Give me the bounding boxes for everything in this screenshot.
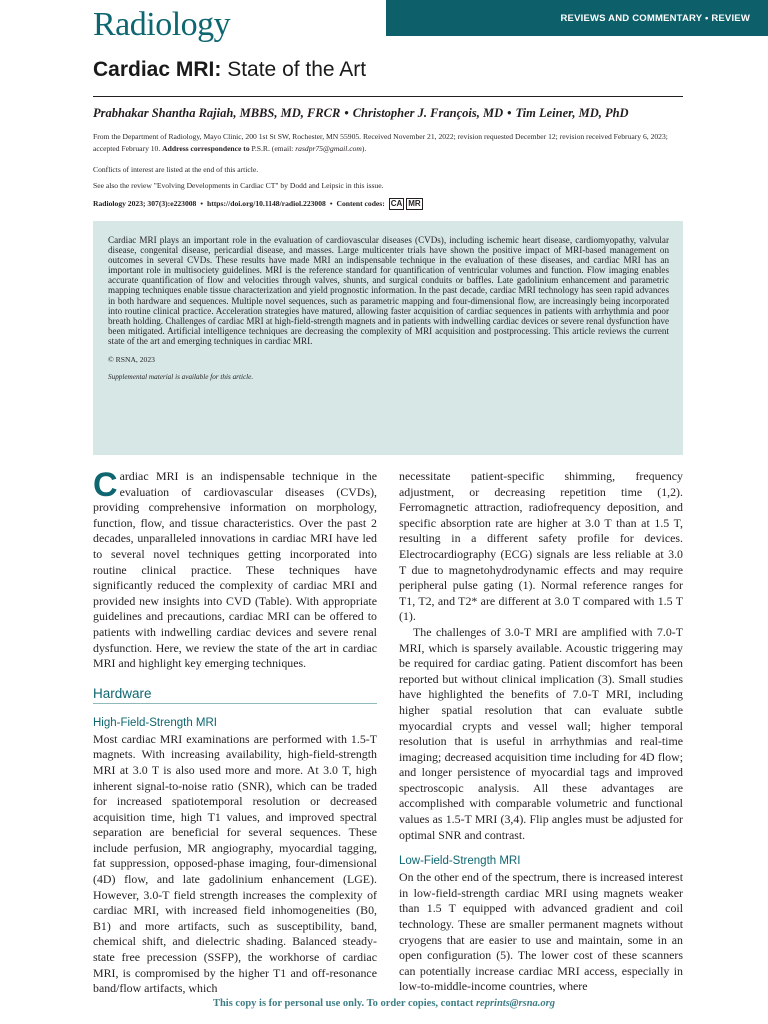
author-separator: • [344,106,349,120]
drop-cap: C [93,466,118,504]
affiliation-note [93,131,685,154]
citation-separator: • [200,199,204,208]
body-column-right [399,469,683,995]
intro-paragraph [93,466,377,672]
content-code-badge: CA [390,199,403,208]
correspondence-email[interactable]: rasdpr75@gmail.com [295,143,362,153]
see-also-note: See also the review "Evolving Developments in Cardiac CT" by Dodd and Leipsic in this issue. [93,181,384,190]
reprints-email-link[interactable]: reprints@rsna.org [475,998,556,1009]
footer-note [0,998,768,1009]
content-code-badge: MR [408,199,421,208]
author-separator: • [507,106,512,120]
abstract-copyright: © RSNA, 2023 [108,355,155,365]
supplemental-note: Supplemental material is available for this article. [108,373,254,382]
body-paragraph: necessitate patient-specific shimming, frequency adjustment, or decreasing repetition time (1,2). Ferromagnetic attraction, radiofrequency deposition, and specific absorption rate are higher at 3.0 T than at 1.5 T, resulting in a different safety profile for devices. Electrocardiography (ECG) signals are less reliable at 3.0 T due to magnetohydrodynamic effects and may require peripheral pulse gating (1). Normal reference ranges for T1, T2, and T2* are different at 3.0 T compared with 1.5 T (1). [399,469,683,624]
author: Tim Leiner, MD, PhD [515,106,629,120]
address-label: Address correspondence to [162,143,250,153]
subheading-high-field: High-Field-Strength MRI [93,716,217,729]
address-end: ). [361,143,367,153]
citation-separator: • [329,199,333,208]
body-paragraph: The challenges of 3.0-T MRI are amplified with 7.0-T MRI, which is sparsely available. Acoustic triggering may be required for cardiac gating. Patient discomfort has been reported but without clinical implication (3). Small studies have highlighted the benefits of 7.0-T MRI, including higher spatial resolution that can evaluate subtle myocardial crypts and vessel wall; higher temporal resolution that is useful in arrhythmias and real-time imaging; decreased acquisition time including for 4D flow; and longer persistence of myocardial tags and improved spectroscopic analysis. All these advantages are accomplished with comparable volumetric and functional values as 1.5-T MRI (3,4). Flip angles must be adjusted for optimal SNR and contrast. [399,624,683,842]
subheading-low-field: Low-Field-Strength MRI [399,855,521,868]
abstract-text: Cardiac MRI plays an important role in the evaluation of cardiovascular diseases (CVDs), including ischemic heart disease, cardiomyopathy, valvular disease, congenital disease, pericardial disease, and masses. Large multicenter trials have shown the positive impact of MRI-based management on outcomes in several CVDs. These results have made MRI an indispensable technique in the evaluation of these diseases, and cardiac MRI has an important role in multisociety guidelines. MRI is the reference standard for quantification of ventricular volumes and function. Flow imaging enables accurate quantification of flow and velocities through valves, shunts, and surgical conduits or baffles. Late gadolinium enhancement and parametric mapping techniques enable tissue characterization and yield prognostic information. In the past decade, cardiac MRI technology has seen rapid advances in both hardware and sequences. Multiple novel sequences, such as parametric mapping and four-dimensional flow, are increasingly being incorporated into routine clinical practice. Acceleration strategies have matured, allowing faster acquisition of cardiac sequences in patients with arrhythmia and poor breath holding. Challenges of cardiac MRI at high-field-strength magnets and in patients with indwelling cardiac devices or severe renal dysfunction have been mitigated. Artificial intelligence techniques are decreasing the complexity of MRI acquisition and postprocessing. This article reviews the current state of the art and emerging techniques in cardiac MRI. [108,235,669,346]
section-banner: REVIEWS AND COMMENTARY • REVIEW [386,0,768,36]
citation-line [93,198,685,210]
intro-text: ardiac MRI is an indispensable technique in the evaluation of cardiovascular diseases (CVDs), providing comprehensive information on morphology, function, flow, and tissue characteristics. Over the past 2 decades, unparalleled innovations in cardiac MRI have led to several novel techniques getting incorporated into routine clinical practice. These techniques have significantly reduced the complexity of cardiac MRI and provided new insights into CVD (Table). With appropriate guidelines and precautions, cardiac MRI can be offered to patients with indwelling cardiac devices and severe renal dysfunction. Here, we review the state of the art in cardiac MRI and highlight key emerging techniques. [93,469,377,671]
abstract-box [93,221,683,455]
citation-ref: Radiology 2023; 307(3):e223008 [93,199,197,208]
article-title [93,58,366,82]
section-heading-hardware: Hardware [93,685,377,704]
title-sub: State of the Art [221,58,367,81]
title-divider [93,96,683,97]
doi-link[interactable]: https://doi.org/10.1148/radiol.223008 [207,199,326,208]
conflicts-note: Conflicts of interest are listed at the end of this article. [93,165,259,174]
body-column-left [93,466,377,997]
journal-name: Radiology [93,6,231,43]
body-paragraph: On the other end of the spectrum, there is increased interest in low-field-strength cardiac MRI using magnets weaker than 1.5 T equipped with advanced gradient and coil technology. These are smaller permanent magnets without cryogens that are easier to use and maintain, some in an open configuration (5). The lower cost of these scanners can potentially increase cardiac MRI access, especially in low-to-middle-income countries, where [399,870,683,994]
title-main: Cardiac MRI: [93,58,222,81]
author: Christopher J. François, MD [352,106,504,120]
author-list [93,106,629,121]
address-text: P.S.R. (email: [249,143,296,153]
content-codes-label: Content codes: [336,199,385,208]
body-paragraph: Most cardiac MRI examinations are performed with 1.5-T magnets. With increasing availability, high-field-strength MRI at 3.0 T is also used more and more. At 3.0 T, high inherent signal-to-noise ratio (SNR), which can be traded for increased spatiotemporal resolution or decreased acquisition time, high T1 values, and improved spectral separation are beneficial for several sequences. These include perfusion, MR angiography, myocardial tagging, fat suppression, opposed-phase imaging, four-dimensional (4D) flow, and late gadolinium enhancement (LGE). However, 3.0-T field strength increases the complexity of cardiac MRI, with increased field inhomogeneities (B0, B1) and more artifacts, such as susceptibility, band, chemical shift, and dielectric shading. Balanced steady-state free precession (SSFP), the workhorse of cardiac MRI, is compromised by the higher T1 and off-resonance band/flow artifacts, which [93,731,377,996]
footer-text: This copy is for personal use only. To order copies, contact [212,998,476,1009]
author: Prabhakar Shantha Rajiah, MBBS, MD, FRCR [93,106,341,120]
affiliation-text: From the Department of Radiology, Mayo Clinic, 200 1st St SW, Rochester, MN 55905. Received November 21, 2022; revision requested December 12; revision received February 6, 2023; accepted February 10. [93,132,668,153]
